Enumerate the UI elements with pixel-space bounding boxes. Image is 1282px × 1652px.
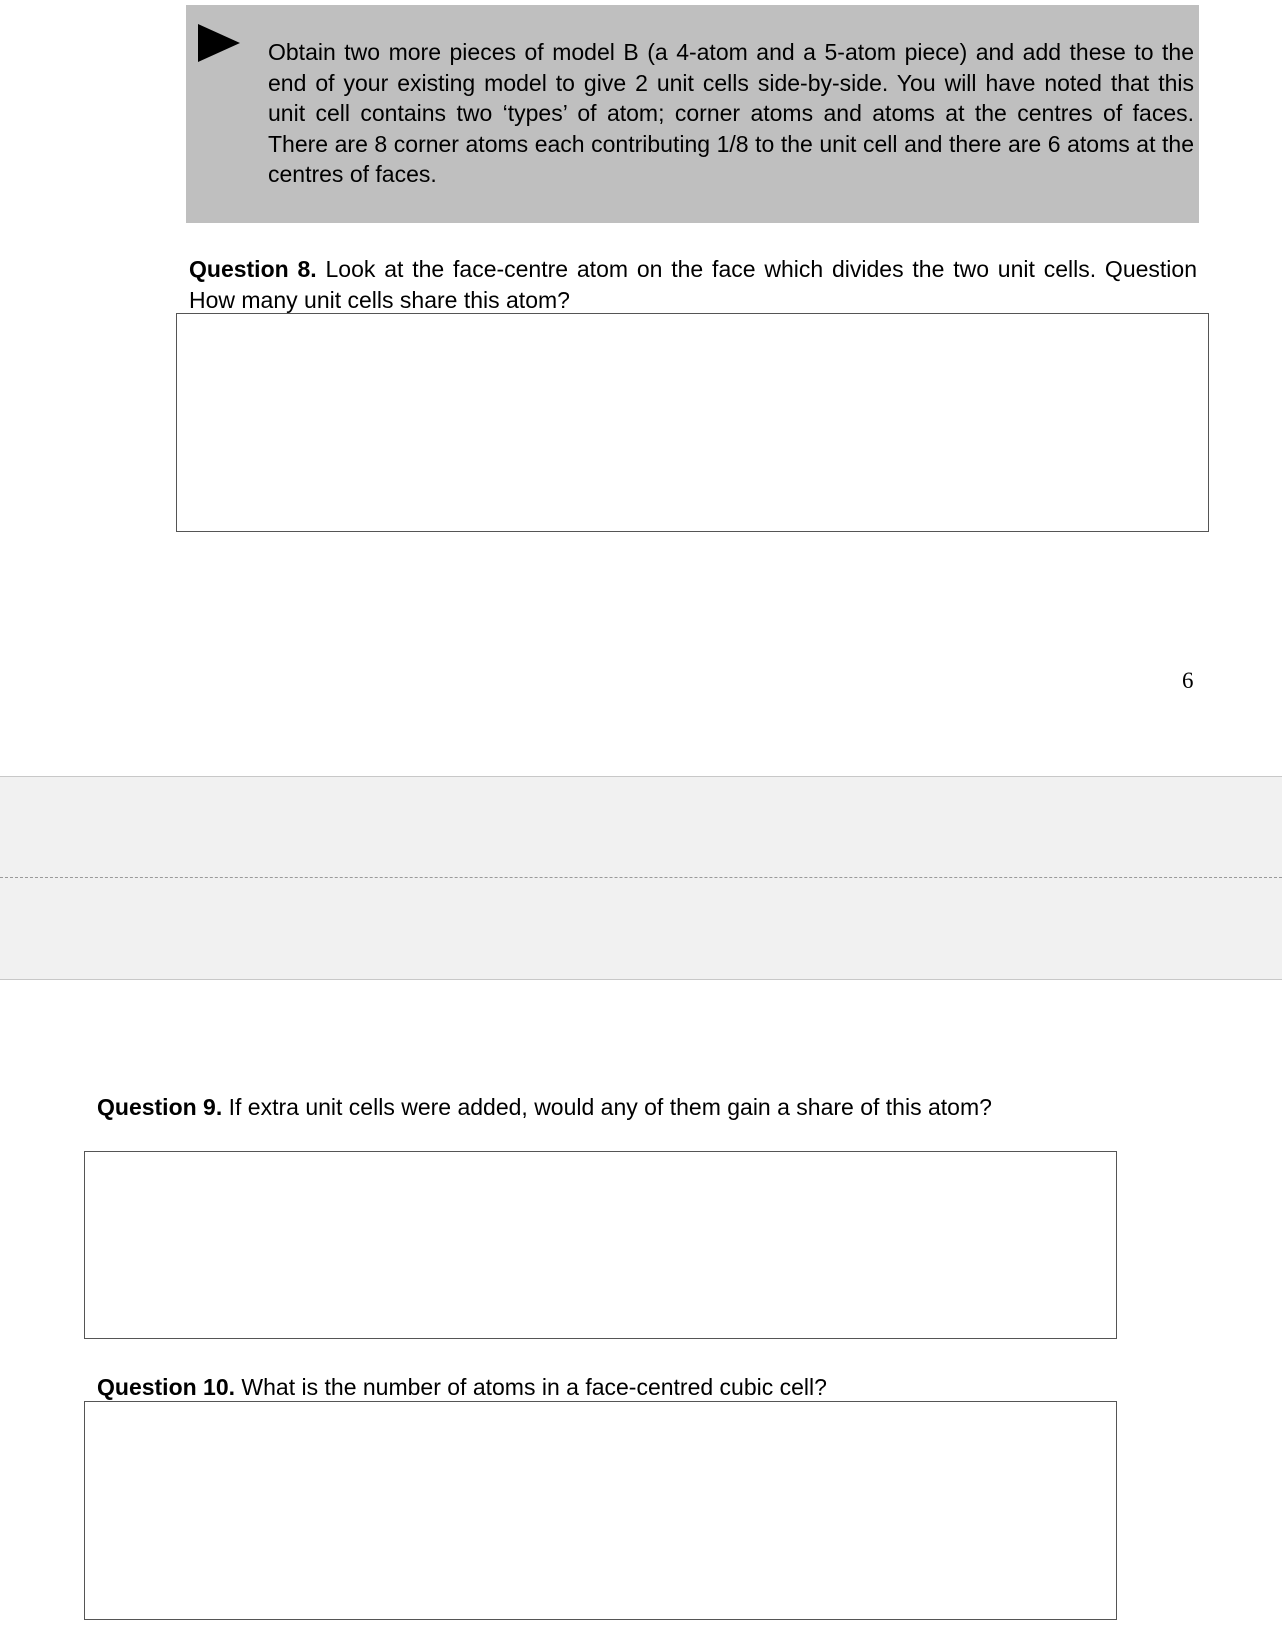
question-8-label: Question 8. [189, 256, 317, 282]
question-10 [97, 1372, 1104, 1403]
answer-box-question-8[interactable] [176, 313, 1209, 532]
page-6 [0, 0, 1282, 776]
page-break-dashed-line [0, 877, 1282, 878]
page-7 [0, 980, 1282, 1652]
question-9-text: If extra unit cells were added, would any of them gain a share of this atom? [222, 1094, 992, 1120]
question-9 [97, 1092, 1104, 1123]
instruction-text: Obtain two more pieces of model B (a 4-atom and a 5-atom piece) and add these to the end of your existing model to give 2 unit cells side-by-side. You will have noted that this unit cell contains two ‘types’ of atom; corner atoms and atoms at the centres of faces. There are 8 corner atoms each contributing 1/8 to the unit cell and there are 6 atoms at the centres of faces. [268, 39, 1194, 187]
question-8-text: Look at the face-centre atom on the face which divides the two unit cells. Question How many unit cells share this atom? [189, 256, 1197, 313]
question-10-label: Question 10. [97, 1374, 236, 1400]
play-arrow-icon [198, 24, 240, 62]
question-10-text: What is the number of atoms in a face-centred cubic cell? [235, 1374, 827, 1400]
question-8 [189, 254, 1197, 315]
instruction-box [186, 5, 1199, 223]
answer-box-question-10[interactable] [84, 1401, 1117, 1620]
question-9-label: Question 9. [97, 1094, 223, 1120]
page-break [0, 776, 1282, 980]
page-number: 6 [1182, 668, 1194, 693]
answer-box-question-9[interactable] [84, 1151, 1117, 1339]
